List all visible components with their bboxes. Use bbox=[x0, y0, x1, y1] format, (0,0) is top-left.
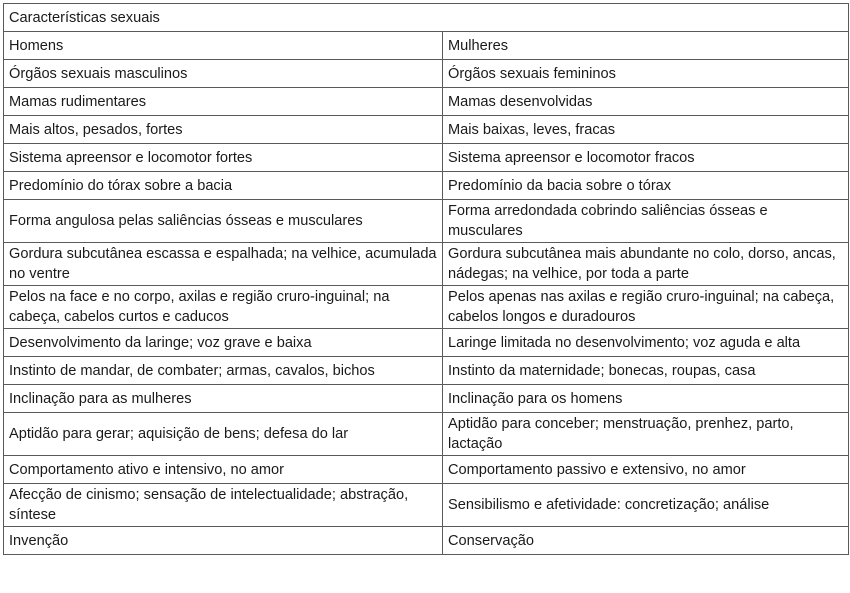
cell-women: Mais baixas, leves, fracas bbox=[443, 116, 849, 144]
cell-men: Mamas rudimentares bbox=[4, 88, 443, 116]
table-row bbox=[4, 243, 849, 286]
cell-men: Sistema apreensor e locomotor fortes bbox=[4, 144, 443, 172]
cell-men: Aptidão para gerar; aquisição de bens; defesa do lar bbox=[4, 413, 443, 456]
table-row bbox=[4, 357, 849, 385]
table-row bbox=[4, 116, 849, 144]
table-row bbox=[4, 172, 849, 200]
header-row bbox=[4, 32, 849, 60]
cell-women: Instinto da maternidade; bonecas, roupas, casa bbox=[443, 357, 849, 385]
cell-women: Órgãos sexuais femininos bbox=[443, 60, 849, 88]
cell-women: Mamas desenvolvidas bbox=[443, 88, 849, 116]
header-women: Mulheres bbox=[443, 32, 849, 60]
cell-women: Laringe limitada no desenvolvimento; voz aguda e alta bbox=[443, 329, 849, 357]
cell-women: Sensibilismo e afetividade: concretização; análise bbox=[443, 484, 849, 527]
table-row bbox=[4, 144, 849, 172]
cell-men: Comportamento ativo e intensivo, no amor bbox=[4, 456, 443, 484]
cell-women: Sistema apreensor e locomotor fracos bbox=[443, 144, 849, 172]
cell-women: Forma arredondada cobrindo saliências ósseas e musculares bbox=[443, 200, 849, 243]
cell-women: Pelos apenas nas axilas e região cruro-inguinal; na cabeça, cabelos longos e duradouros bbox=[443, 286, 849, 329]
cell-men: Pelos na face e no corpo, axilas e região cruro-inguinal; na cabeça, cabelos curtos e caducos bbox=[4, 286, 443, 329]
sexual-characteristics-table bbox=[3, 3, 849, 555]
cell-women: Conservação bbox=[443, 527, 849, 555]
header-men: Homens bbox=[4, 32, 443, 60]
cell-men: Desenvolvimento da laringe; voz grave e baixa bbox=[4, 329, 443, 357]
table-row bbox=[4, 88, 849, 116]
cell-men: Invenção bbox=[4, 527, 443, 555]
table-row bbox=[4, 329, 849, 357]
cell-women: Predomínio da bacia sobre o tórax bbox=[443, 172, 849, 200]
cell-women: Comportamento passivo e extensivo, no amor bbox=[443, 456, 849, 484]
table-row bbox=[4, 200, 849, 243]
cell-men: Afecção de cinismo; sensação de intelectualidade; abstração, síntese bbox=[4, 484, 443, 527]
title-row bbox=[4, 4, 849, 32]
table-title: Características sexuais bbox=[4, 4, 849, 32]
cell-women: Inclinação para os homens bbox=[443, 385, 849, 413]
cell-men: Órgãos sexuais masculinos bbox=[4, 60, 443, 88]
cell-women: Gordura subcutânea mais abundante no colo, dorso, ancas, nádegas; na velhice, por toda a parte bbox=[443, 243, 849, 286]
table-row bbox=[4, 484, 849, 527]
table-row bbox=[4, 413, 849, 456]
cell-women: Aptidão para conceber; menstruação, prenhez, parto, lactação bbox=[443, 413, 849, 456]
table-row bbox=[4, 385, 849, 413]
table-row bbox=[4, 286, 849, 329]
cell-men: Instinto de mandar, de combater; armas, cavalos, bichos bbox=[4, 357, 443, 385]
cell-men: Forma angulosa pelas saliências ósseas e musculares bbox=[4, 200, 443, 243]
table-row bbox=[4, 456, 849, 484]
cell-men: Mais altos, pesados, fortes bbox=[4, 116, 443, 144]
cell-men: Gordura subcutânea escassa e espalhada; na velhice, acumulada no ventre bbox=[4, 243, 443, 286]
cell-men: Predomínio do tórax sobre a bacia bbox=[4, 172, 443, 200]
cell-men: Inclinação para as mulheres bbox=[4, 385, 443, 413]
table-row bbox=[4, 60, 849, 88]
table-row bbox=[4, 527, 849, 555]
